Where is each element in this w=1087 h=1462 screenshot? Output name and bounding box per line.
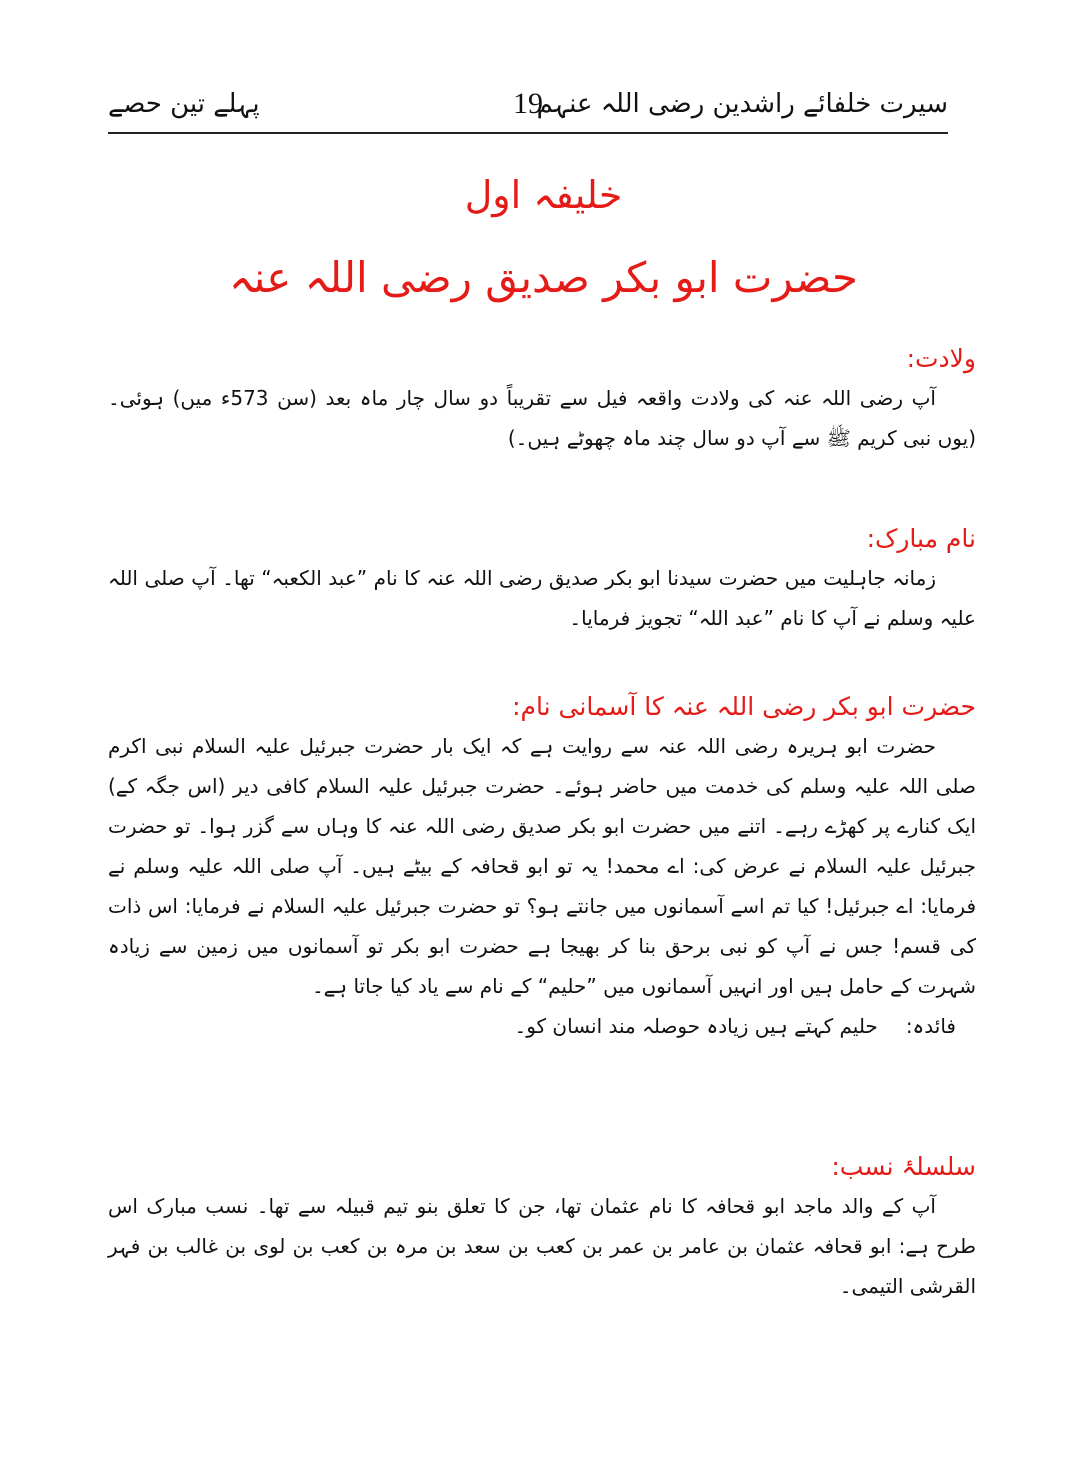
section-heading: سلسلۂ نسب: xyxy=(831,1152,976,1181)
benefit-note xyxy=(108,1006,976,1046)
book-title: سیرت خلفائے راشدین رضی اللہ عنہم xyxy=(536,89,948,119)
note-label: فائدہ: xyxy=(905,1014,956,1038)
section-paragraph: حضرت ابو ہریرہ رضی اللہ عنہ سے روایت ہے کہ ایک بار حضرت جبرئیل علیہ السلام نبی اکرم صلی اللہ علیہ وسلم کی خدمت میں حاضر ہوئے۔ حضرت جبرئیل علیہ السلام کافی دیر (اس جگہ کے) ایک کنارے پر کھڑے رہے۔ اتنے میں حضرت ابو بکر صدیق رضی اللہ عنہ کا وہاں سے گزر ہوا۔ تو حضرت جبرئیل علیہ السلام نے عرض کی: اے محمد! یہ تو ابو قحافہ کے بیٹے ہیں۔ آپ صلی اللہ علیہ وسلم نے فرمایا: اے جبرئیل! کیا تم اسے آسمانوں میں جانتے ہو؟ تو حضرت جبرئیل علیہ السلام نے فرمایا: اس ذات کی قسم! جس نے آپ کو نبی برحق بنا کر بھیجا ہے حضرت ابو بکر تو آسمانوں میں زمین سے زیادہ شہرت کے حامل ہیں اور انہیں آسمانوں میں ”حلیم“ کے نام سے یاد کیا جاتا ہے۔ xyxy=(108,734,976,998)
chapter-subtitle: حضرت ابو بکر صدیق رضی اللہ عنہ xyxy=(228,253,858,302)
section-name xyxy=(108,520,976,638)
section-heavenly-name xyxy=(108,688,976,1046)
section-lineage xyxy=(108,1148,976,1306)
section-heading: ولادت: xyxy=(906,344,976,373)
book-part: پہلے تین حصے xyxy=(108,89,260,119)
section-birth xyxy=(108,340,976,458)
chapter-title: خلیفہ اول xyxy=(464,173,623,217)
section-paragraph: زمانہ جاہلیت میں حضرت سیدنا ابو بکر صدیق رضی اللہ عنہ کا نام ”عبد الکعبہ“ تھا۔ آپ صلی اللہ علیہ وسلم نے آپ کا نام ”عبد اللہ“ تجویز فرمایا۔ xyxy=(108,566,976,630)
section-paragraph: آپ رضی اللہ عنہ کی ولادت واقعہ فیل سے تقریباً دو سال چار ماہ بعد (سن 573ء میں) ہوئی۔ (یوں نبی کریم ﷺ سے آپ دو سال چند ماہ چھوٹے ہیں۔) xyxy=(108,386,976,450)
section-heading: نام مبارک: xyxy=(866,524,976,553)
page-number: 19 xyxy=(513,87,543,120)
page-header xyxy=(108,84,948,134)
section-paragraph: آپ کے والد ماجد ابو قحافہ کا نام عثمان تھا، جن کا تعلق بنو تیم قبیلہ سے تھا۔ نسب مبارک اس طرح ہے: ابو قحافہ عثمان بن عامر بن عمر بن کعب بن سعد بن مرہ بن کعب بن لوی بن غالب بن فہر القرشی التیمی۔ xyxy=(108,1194,976,1298)
note-text: حلیم کہتے ہیں زیادہ حوصلہ مند انسان کو۔ xyxy=(514,1014,878,1038)
section-heading: حضرت ابو بکر رضی اللہ عنہ کا آسمانی نام: xyxy=(512,692,976,721)
